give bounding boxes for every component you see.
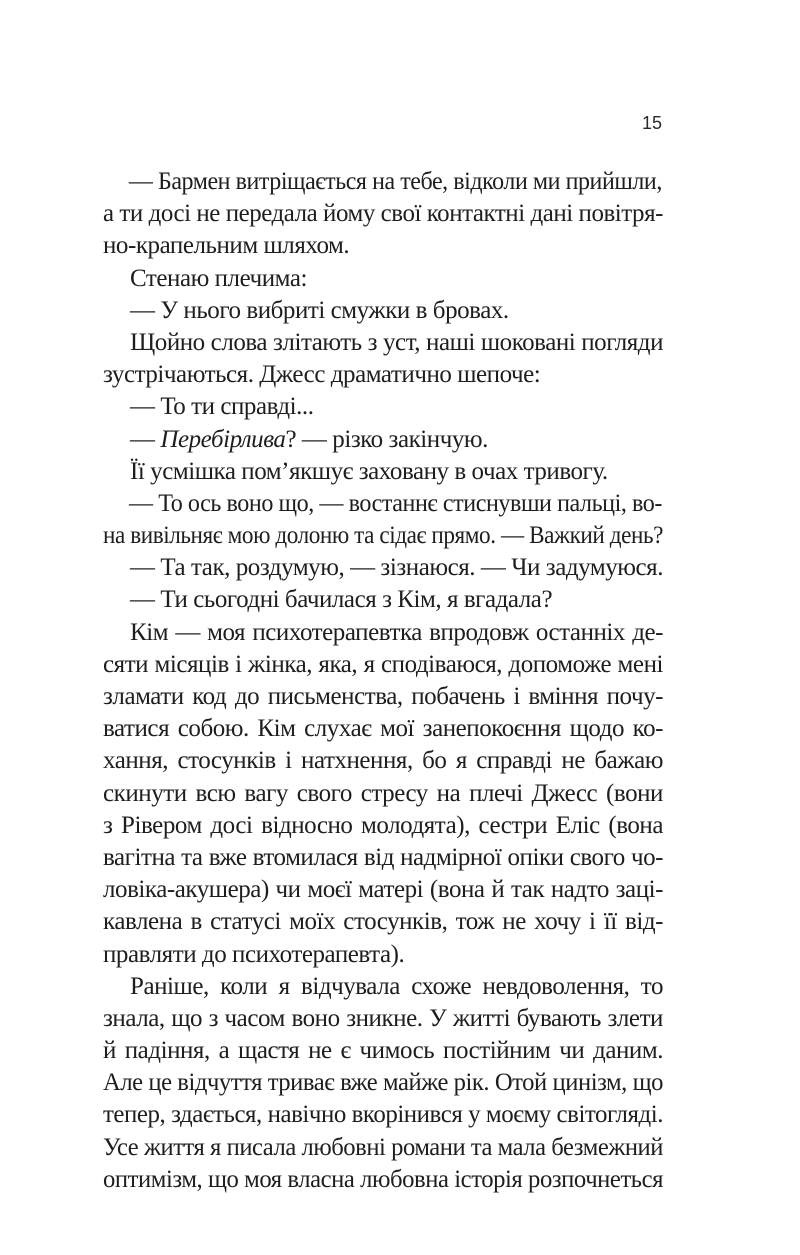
text-line: ватися собою. Кім слухає мої занепокоєння щодо ко- (103, 715, 663, 743)
text-line: зламати код до письменства, побачень і вміння почу- (103, 683, 663, 710)
text-line: сяти місяців і жінка, яка, я сподіваюся, допоможе мені (103, 650, 663, 678)
text-line: Кім — моя психотерапевтка впродовж останніх де- (130, 618, 663, 646)
text-line: — Бармен витріщається на тебе, відколи ми прийшли, (128, 168, 662, 195)
text-line: ловіка-акушера) чи моєї матері (вона й так надто заці- (103, 876, 663, 904)
text-line: Раніше, коли я відчувала схоже невдоволення, то (130, 972, 663, 1000)
text-line: скинути всю вагу свого стресу на плечі Джесс (вони (103, 779, 663, 807)
text-line: хання, стосунків і натхнення, бо я справді не бажаю (103, 747, 663, 775)
text-line: — Ти сьогодні бачилася з Кім, я вгадала? (130, 586, 553, 614)
text-line: Усе життя я писала любовні романи та мала безмежний (103, 1133, 663, 1161)
text-line: — То ти справді... (130, 393, 314, 421)
page-number: 15 (641, 113, 662, 133)
text-line: тепер, здається, навічно вкорінився у моєму світогляді. (103, 1101, 664, 1129)
text-line: — То ось воно що, — востаннє стиснувши пальці, во- (129, 489, 663, 517)
text-line: вагітна та вже втомилася від надмірної опіки свого чо- (103, 843, 663, 871)
text-line: — У нього вибриті смужки в бровах. (130, 296, 509, 324)
text-line: й падіння, а щастя не є чимось постійним чи даним. (103, 1037, 663, 1065)
text-line: а ти досі не передала йому свої контактні дані повітря- (103, 200, 663, 228)
text-line: но-крапельним шляхом. (103, 232, 350, 260)
text-line: — Та так, роздумую, — зізнаюся. — Чи задумуюся. (130, 554, 663, 582)
text-line: Стенаю плечима: (130, 264, 307, 292)
body-text (103, 166, 663, 1196)
text-line: Але це відчуття триває вже майже рік. Отой цинізм, що (103, 1069, 663, 1097)
text-line: зустрічаються. Джесс драматично шепоче: (103, 361, 541, 389)
text-line: знала, що з часом воно зникне. У житті бувають злети (103, 1004, 663, 1032)
text-line: кавлена в статусі моїх стосунків, тож не хочу і її від- (103, 908, 663, 936)
text-line: з Рівером досі відносно молодята), сестри Еліс (вона (103, 811, 663, 839)
text-line: Її усмішка пом’якшує заховану в очах тривогу. (130, 457, 608, 485)
line-suffix: ? — різко закінчую. (285, 425, 488, 453)
text-line: правляти до психотерапевта). (103, 940, 405, 968)
text-line: на вивільняє мою долоню та сідає прямо. — Важкий день? (103, 522, 663, 550)
text-line: Щойно слова злітають з уст, наші шоковані погляди (130, 328, 663, 356)
text-line (103, 424, 663, 456)
dash-prefix: — (130, 425, 161, 453)
text-line: оптимізм, що моя власна любовна історія розпочнеться (103, 1165, 664, 1193)
italic-word: Перебірлива (160, 425, 286, 453)
